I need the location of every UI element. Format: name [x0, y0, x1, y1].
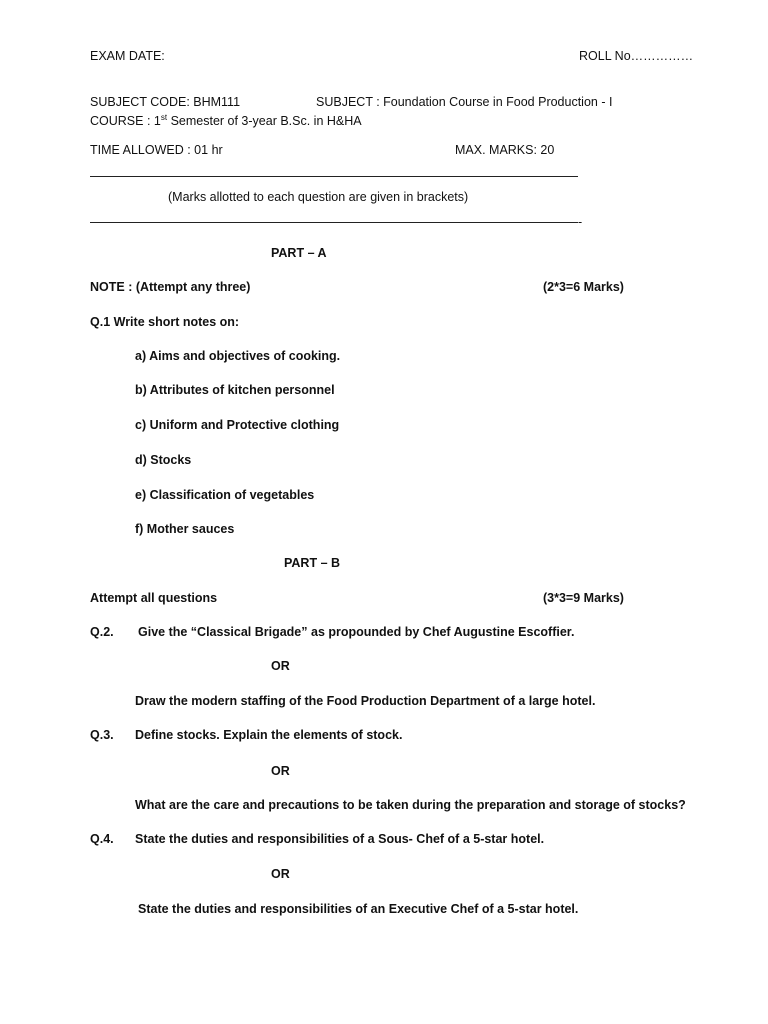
time-allowed: TIME ALLOWED : 01 hr [90, 143, 223, 157]
divider-tail: - [578, 215, 583, 229]
course-prefix: COURSE : 1 [90, 114, 161, 128]
part-b-note: Attempt all questions [90, 591, 218, 605]
part-b-title: PART – B [284, 556, 341, 570]
subject-code: SUBJECT CODE: BHM111 [90, 95, 241, 109]
question-4-number: Q.4. [90, 832, 114, 846]
question-2-number: Q.2. [90, 625, 114, 639]
list-item: f) Mother sauces [135, 522, 235, 536]
max-marks: MAX. MARKS: 20 [455, 143, 555, 157]
question-4-option-a: State the duties and responsibilities of a Sous- Chef of a 5-star hotel. [135, 832, 545, 846]
question-4-option-b: State the duties and responsibilities of an Executive Chef of a 5-star hotel. [138, 902, 579, 916]
marks-allotted-note: (Marks allotted to each question are given in brackets) [168, 190, 469, 204]
list-item: c) Uniform and Protective clothing [135, 418, 340, 432]
exam-date-label: EXAM DATE: [90, 49, 165, 63]
part-a-marks: (2*3=6 Marks) [543, 280, 624, 294]
or-separator: OR [271, 764, 290, 778]
question-2-option-a: Give the “Classical Brigade” as propounded by Chef Augustine Escoffier. [138, 625, 575, 639]
part-a-note: NOTE : (Attempt any three) [90, 280, 251, 294]
part-a-title: PART – A [271, 246, 327, 260]
question-3-option-a: Define stocks. Explain the elements of stock. [135, 728, 403, 742]
question-1: Q.1 Write short notes on: [90, 315, 240, 329]
course-line [90, 113, 362, 129]
question-2-option-b: Draw the modern staffing of the Food Production Department of a large hotel. [135, 694, 596, 708]
or-separator: OR [271, 659, 290, 673]
divider-top [90, 176, 578, 177]
course-ordinal: st [160, 112, 168, 122]
list-item: b) Attributes of kitchen personnel [135, 383, 335, 397]
list-item: a) Aims and objectives of cooking. [135, 349, 341, 363]
list-item: d) Stocks [135, 453, 192, 467]
divider-bottom [90, 222, 578, 223]
question-3-option-b: What are the care and precautions to be taken during the preparation and storage of stocks? [135, 798, 686, 812]
list-item: e) Classification of vegetables [135, 488, 315, 502]
subject-title: SUBJECT : Foundation Course in Food Production - I [316, 95, 613, 109]
question-3-number: Q.3. [90, 728, 114, 742]
or-separator: OR [271, 867, 290, 881]
roll-number-label: ROLL No…………… [579, 49, 694, 63]
part-b-marks: (3*3=9 Marks) [543, 591, 624, 605]
course-suffix: Semester of 3-year B.Sc. in H&HA [167, 114, 362, 128]
